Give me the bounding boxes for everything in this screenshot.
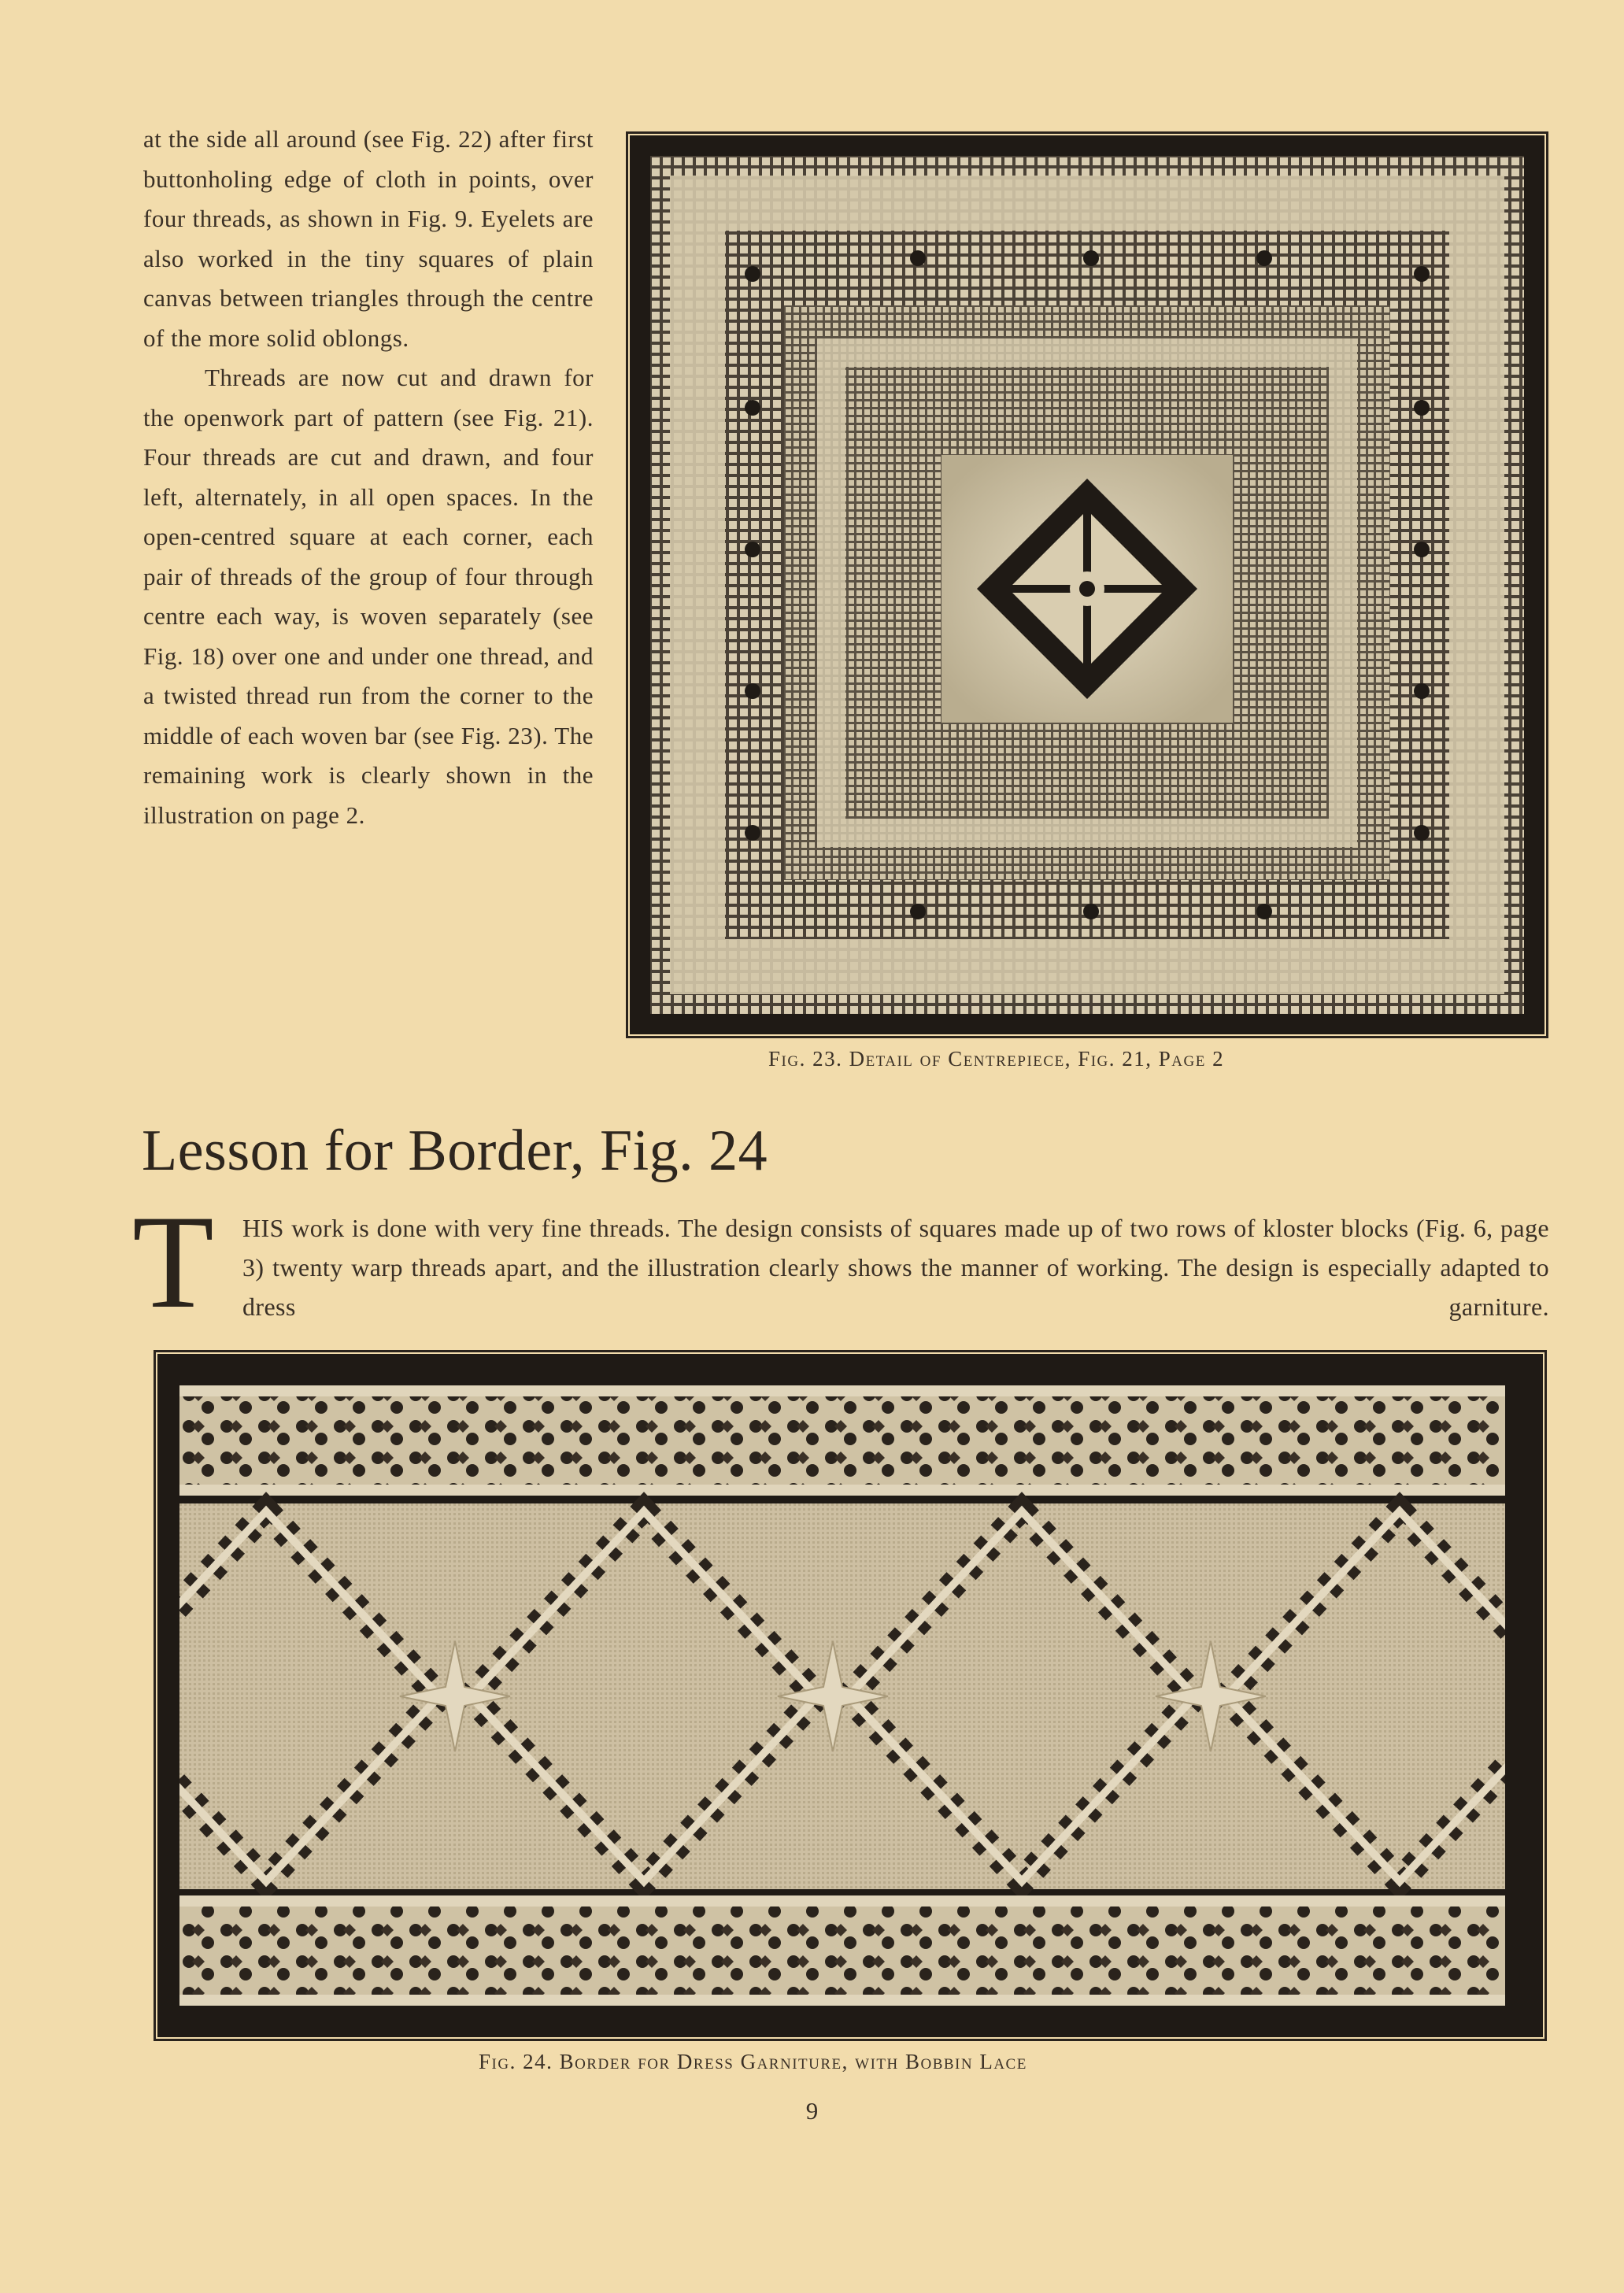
figure-23-frame	[630, 135, 1544, 1034]
figure-24-image	[179, 1385, 1505, 2006]
figure-23-caption: Fig. 23. Detail of Centrepiece, Fig. 21, Page 2	[768, 1047, 1225, 1071]
figure-24-frame	[157, 1354, 1543, 2037]
drop-cap: T	[132, 1188, 214, 1336]
column-paragraph-1: at the side all around (see Fig. 22) after first buttonholing edge of cloth in points, over four threads, as shown in Fig. 9. Eyelets are also worked in the tiny squares of plain canvas between triangles through the centre of the more solid oblongs.	[143, 125, 594, 352]
column-text	[143, 120, 594, 835]
lesson-body: work is done with very fine threads. The design consists of squares made up of two rows of kloster blocks (Fig. 6, page 3) twenty warp threads apart, and the illustration clearly shows the manner of working. The design is especially adapted to dress garniture.	[242, 1214, 1549, 1321]
column-paragraph-2: Threads are now cut and drawn for the openwork part of pattern (see Fig. 21). Four threads are cut and drawn, and four left, alternately, in all open spaces. In the open-centred square at each corner, each pair of threads of the group of four through centre each way, is woven separately (see Fig. 18) over one and under one thread, and a twisted thread run from the corner to the middle of each woven bar (see Fig. 23). The remaining work is clearly shown in the illustration on page 2.	[143, 364, 594, 829]
page-number: 9	[805, 2097, 819, 2125]
centrepiece-illustration	[650, 156, 1524, 1014]
figure-23-image	[650, 156, 1524, 1014]
border-illustration	[179, 1385, 1505, 2006]
lesson-heading: Lesson for Border, Fig. 24	[142, 1119, 768, 1183]
lesson-paragraph	[242, 1208, 1549, 1326]
lesson-first-word: HIS	[242, 1214, 284, 1242]
figure-24-caption: Fig. 24. Border for Dress Garniture, with Bobbin Lace	[479, 2050, 1027, 2073]
